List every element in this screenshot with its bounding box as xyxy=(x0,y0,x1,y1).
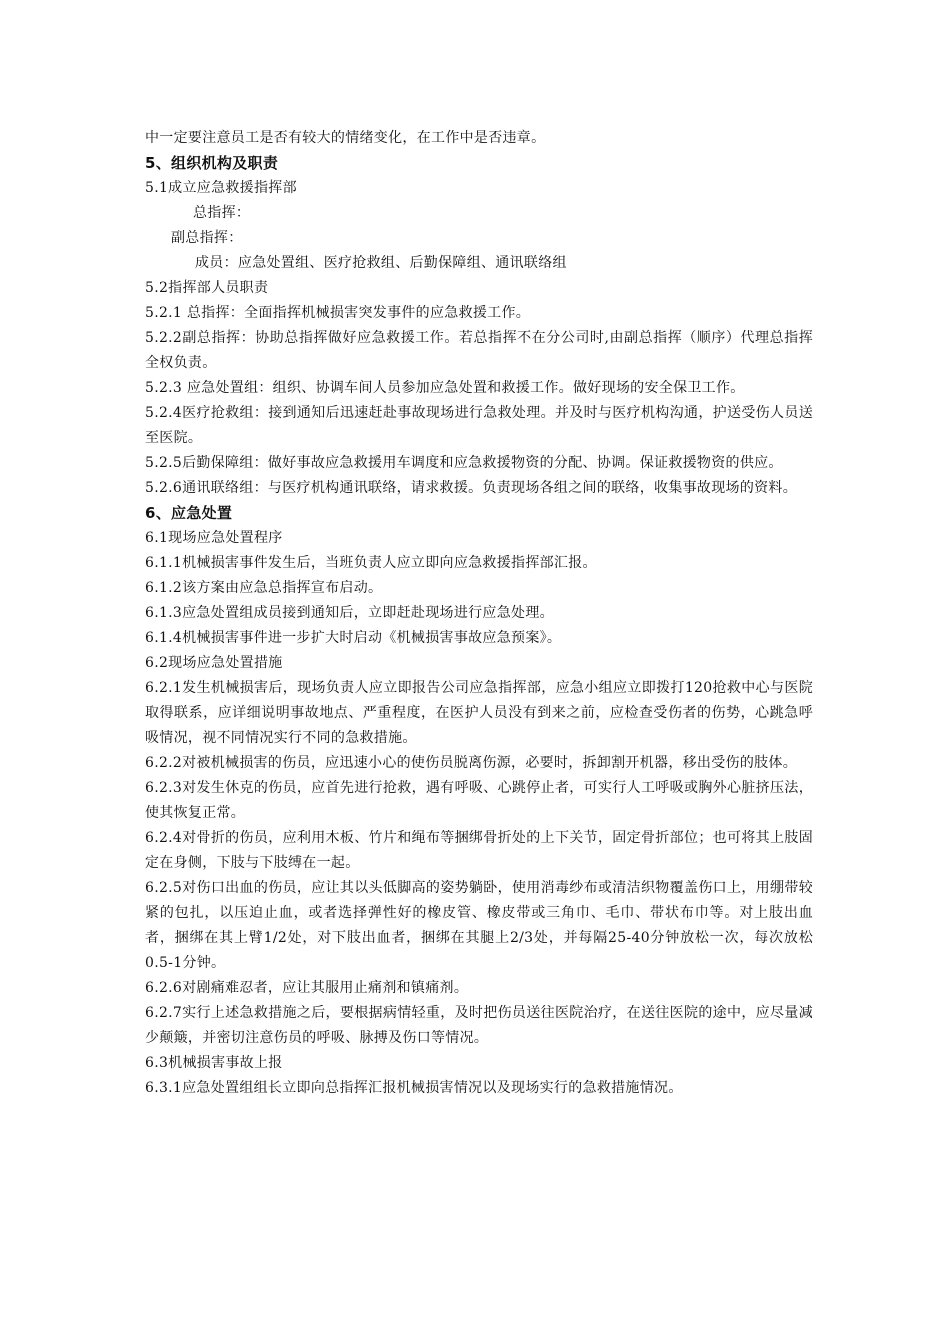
subsection-heading: 6.1现场应急处置程序 xyxy=(145,530,283,546)
paragraph: 6.1.3应急处置组成员接到通知后，立即赶赴现场进行应急处理。 xyxy=(145,605,554,621)
paragraph: 中一定要注意员工是否有较大的情绪变化，在工作中是否违章。 xyxy=(145,130,546,146)
role-commander: 总指挥： xyxy=(193,205,251,221)
subsection-heading: 6.2现场应急处置措施 xyxy=(145,655,283,671)
paragraph: 6.1.4机械损害事件进一步扩大时启动《机械损害事故应急预案》。 xyxy=(145,630,562,646)
paragraph: 6.2.5对伤口出血的伤员，应让其以头低脚高的姿势躺卧，使用消毒纱布或清洁织物覆盖伤口上，用绷带较紧的包扎，以压迫止血，或者选择弹性好的橡皮管、橡皮带或三角巾、毛巾、带状布巾等。对上肢出血者，捆绑在其上臂1/2处，对下肢出血者，捆绑在其腿上2/3处，并每隔25-40分钟放松一次，每次放松0.5-1分钟。 xyxy=(145,880,813,971)
subsection-heading: 6.3机械损害事故上报 xyxy=(145,1055,283,1071)
paragraph: 6.2.3对发生休克的伤员，应首先进行抢救，遇有呼吸、心跳停止者，可实行人工呼吸或胸外心脏挤压法，使其恢复正常。 xyxy=(145,780,813,821)
paragraph: 6.2.1发生机械损害后，现场负责人应立即报告公司应急指挥部，应急小组应立即拨打120抢救中心与医院取得联系，应详细说明事故地点、严重程度，在医护人员没有到来之前，应检查受伤者的伤势，心跳急呼吸情况，视不同情况实行不同的急救措施。 xyxy=(145,680,813,746)
subsection-heading: 5.1成立应急救援指挥部 xyxy=(145,180,297,196)
paragraph: 5.2.3 应急处置组：组织、协调车间人员参加应急处置和救援工作。做好现场的安全保卫工作。 xyxy=(145,380,745,396)
paragraph: 5.2.2副总指挥：协助总指挥做好应急救援工作。若总指挥不在分公司时,由副总指挥（顺序）代理总指挥全权负责。 xyxy=(145,330,813,371)
paragraph: 6.1.2该方案由应急总指挥宣布启动。 xyxy=(145,580,383,596)
role-members: 成员：应急处置组、医疗抢救组、后勤保障组、通讯联络组 xyxy=(195,255,567,271)
paragraph: 6.2.7实行上述急救措施之后，要根据病情轻重，及时把伤员送往医院治疗，在送往医院的途中，应尽量减少颠簸，并密切注意伤员的呼吸、脉搏及伤口等情况。 xyxy=(145,1005,813,1046)
paragraph: 6.1.1机械损害事件发生后，当班负责人应立即向应急救援指挥部汇报。 xyxy=(145,555,597,571)
subsection-heading: 5.2指挥部人员职责 xyxy=(145,280,269,296)
document-body xyxy=(145,126,813,1101)
section-heading-6: 6、应急处置 xyxy=(145,504,233,522)
paragraph: 6.2.6对剧痛难忍者，应让其服用止痛剂和镇痛剂。 xyxy=(145,980,469,996)
paragraph: 5.2.4医疗抢救组：接到通知后迅速赶赴事故现场进行急救处理。并及时与医疗机构沟通，护送受伤人员送至医院。 xyxy=(145,405,813,446)
paragraph: 6.2.2对被机械损害的伤员，应迅速小心的使伤员脱离伤源，必要时，拆卸割开机器，移出受伤的肢体。 xyxy=(145,755,798,771)
paragraph: 5.2.1 总指挥：全面指挥机械损害突发事件的应急救援工作。 xyxy=(145,305,531,321)
paragraph: 6.2.4对骨折的伤员，应利用木板、竹片和绳布等捆绑骨折处的上下关节，固定骨折部位；也可将其上肢固定在身侧，下肢与下肢缚在一起。 xyxy=(145,830,813,871)
paragraph: 6.3.1应急处置组组长立即向总指挥汇报机械损害情况以及现场实行的急救措施情况。 xyxy=(145,1080,683,1096)
paragraph: 5.2.5后勤保障组：做好事故应急救援用车调度和应急救援物资的分配、协调。保证救援物资的供应。 xyxy=(145,455,783,471)
role-deputy-commander: 副总指挥： xyxy=(171,230,243,246)
paragraph: 5.2.6通讯联络组：与医疗机构通讯联络，请求救援。负责现场各组之间的联络，收集事故现场的资料。 xyxy=(145,480,798,496)
section-heading-5: 5、组织机构及职责 xyxy=(145,154,279,172)
